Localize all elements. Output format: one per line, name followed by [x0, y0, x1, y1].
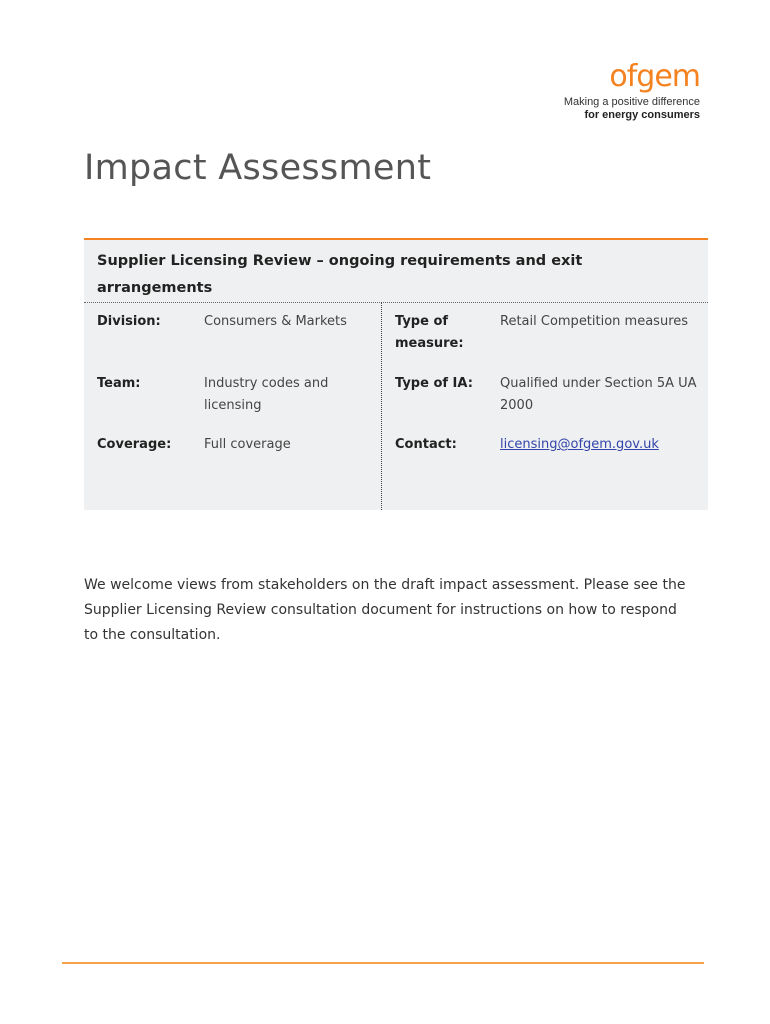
contact-value [500, 434, 659, 456]
logo-tagline-line-2: for energy consumers [584, 109, 700, 121]
type-of-measure-label: Type of measure: [395, 314, 464, 351]
info-box-heading: Supplier Licensing Review – ongoing requirements and exit arrangements [97, 253, 583, 296]
footer-divider [62, 962, 704, 964]
coverage-label: Coverage: [97, 437, 172, 452]
team-value: Industry codes and licensing [204, 376, 329, 413]
division-label: Division: [97, 314, 161, 329]
intro-paragraph: We welcome views from stakeholders on the draft impact assessment. Please see the Supplier Licensing Review consultation document for instructions on how to respond to the consultation. [84, 577, 686, 643]
info-box [84, 238, 708, 510]
team-label: Team: [97, 376, 141, 391]
coverage-value: Full coverage [204, 437, 291, 452]
divider-horizontal [84, 302, 708, 303]
contact-label: Contact: [395, 437, 457, 452]
page-title: Impact Assessment [84, 148, 432, 188]
type-of-measure-value: Retail Competition measures [500, 314, 689, 329]
type-of-ia-label: Type of IA: [395, 376, 473, 391]
logo-wordmark: ofgem [609, 59, 700, 94]
division-value: Consumers & Markets [204, 314, 347, 329]
ofgem-logo [564, 58, 700, 122]
divider-vertical [381, 302, 382, 510]
type-of-ia-value: Qualified under Section 5A UA 2000 [500, 376, 697, 413]
logo-tagline-line-1: Making a positive difference [563, 96, 700, 108]
contact-email-link[interactable]: licensing@ofgem.gov.uk [500, 437, 659, 452]
